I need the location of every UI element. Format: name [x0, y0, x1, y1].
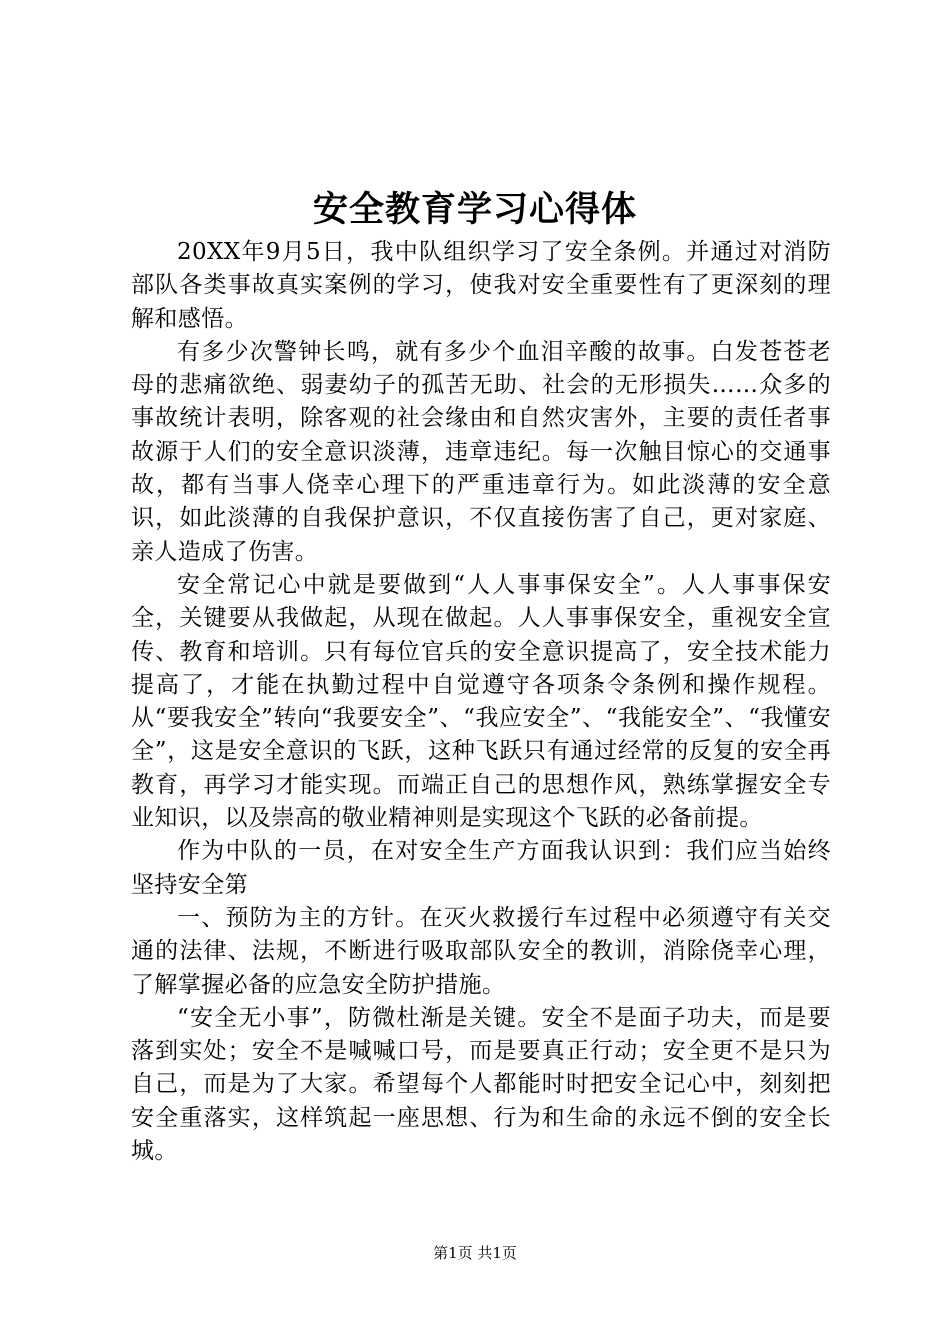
paragraph-2: 有多少次警钟长鸣，就有多少个血泪辛酸的故事。白发苍苍老母的悲痛欲绝、弱妻幼子的孤苦无助、社会的无形损失……众多的事故统计表明，除客观的社会缘由和自然灾害外，主要的责任者事故源于人们的安全意识淡薄，违章违纪。每一次触目惊心的交通事故，都有当事人侥幸心理下的严重违章行为。如此淡薄的安全意识，如此淡薄的自我保护意识，不仅直接伤害了自己，更对家庭、亲人造成了伤害。	[131, 338, 831, 565]
document-body	[131, 236, 831, 1168]
paragraph-3: 安全常记心中就是要做到“人人事事保安全”。人人事事保安全，关键要从我做起，从现在做起。人人事事保安全，重视安全宣传、教育和培训。只有每位官兵的安全意识提高了，安全技术能力提高了，才能在执勤过程中自觉遵守各项条令条例和操作规程。从“要我安全”转向“我要安全”、“我应安全”、“我能安全”、“我懂安全”，这是安全意识的飞跃，这种飞跃只有通过经常的反复的安全再教育，再学习才能实现。而端正自己的思想作风，熟练掌握安全专业知识，以及崇高的敬业精神则是实现这个飞跃的必备前提。	[131, 571, 831, 832]
paragraph-4: 作为中队的一员，在对安全生产方面我认识到：我们应当始终坚持安全第	[131, 838, 831, 898]
paragraph-5: 一、预防为主的方针。在灭火救援行车过程中必须遵守有关交通的法律、法规，不断进行吸取部队安全的教训，消除侥幸心理，了解掌握必备的应急安全防护措施。	[131, 904, 831, 998]
page-footer: 第1页 共1页	[433, 1244, 517, 1262]
document-title: 安全教育学习心得体	[312, 189, 637, 230]
paragraph-6: “安全无小事”，防微杜渐是关键。安全不是面子功夫，而是要落到实处；安全不是喊喊口号，而是要真正行动；安全更不是只为自己，而是为了大家。希望每个人都能时时把安全记心中，刻刻把安全重落实，这样筑起一座思想、行为和生命的永远不倒的安全长城。	[131, 1004, 831, 1165]
paragraph-1: 20XX年9月5日，我中队组织学习了安全条例。并通过对消防部队各类事故真实案例的学习，使我对安全重要性有了更深刻的理解和感悟。	[131, 239, 831, 332]
